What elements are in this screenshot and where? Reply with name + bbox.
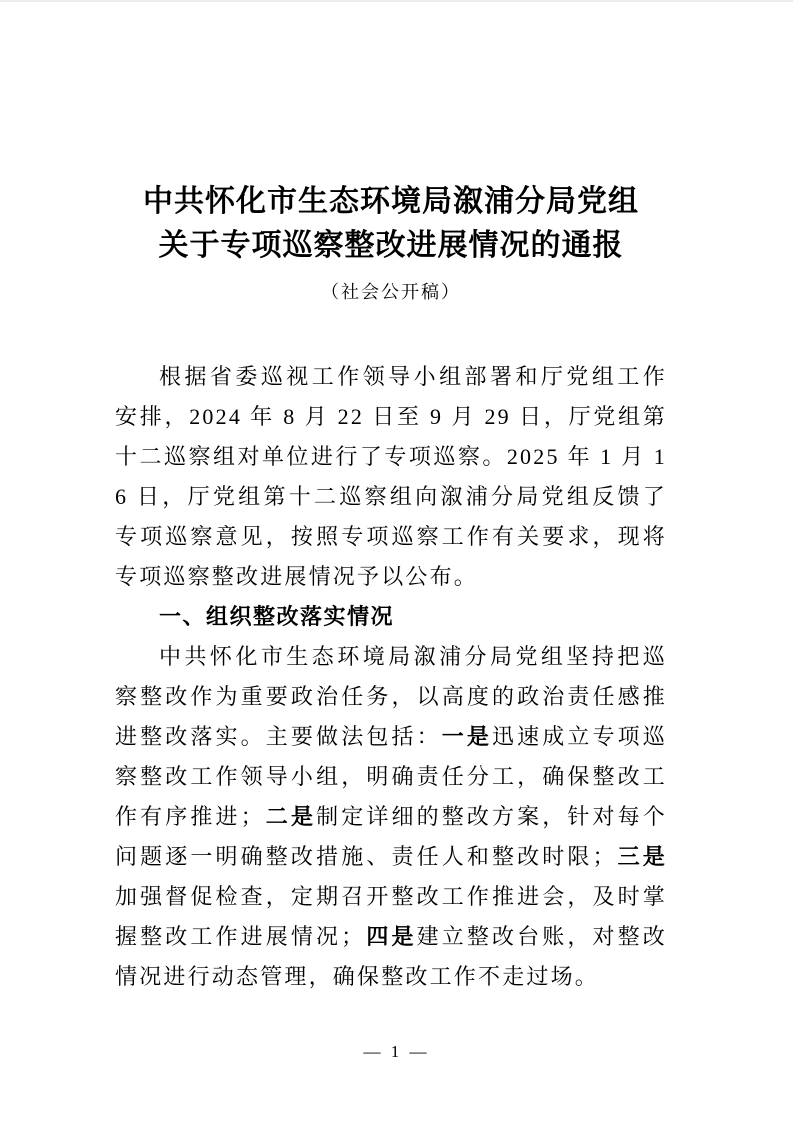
title-subtitle: （社会公开稿） <box>321 282 461 302</box>
page-number: — 1 — <box>363 1042 430 1061</box>
paragraph-segment: 加强督促检查，定期召开整改工作推进会，及时掌握整改工作进展情况； <box>115 884 667 949</box>
bold-marker-ershi: 二是 <box>264 804 317 829</box>
section-heading-1: 一、组织整改落实情况 <box>159 604 395 629</box>
paragraph-segment: 建立整改台账，对整改情况进行动态管理，确保整改工作不走过场。 <box>115 924 667 989</box>
paragraph-intro: 根据省委巡视工作领导小组部署和厅党组工作安排，2024 年 8 月 22 日至 9 月 29 日，厅党组第十二巡察组对单位进行了专项巡察。2025 年 1 月 16 日，厅党组第十二巡察组向溆浦分局党组反馈了专项巡察意见，按照专项巡察工作有关要求，现将专项巡察整改进展情况予以公布。 <box>115 364 667 589</box>
paragraph-segment: 中共怀化市生态环境局溆浦分局党组坚持把巡察整改作为重要政治任务，以高度的政治责任感推进整改落实。主要做法包括： <box>115 644 667 749</box>
bold-marker-yishi: 一是 <box>441 724 492 749</box>
paragraph-segment: 制定详细的整改方案，针对每个问题逐一明确整改措施、责任人和整改时限； <box>115 804 667 869</box>
paragraph-segment: 迅速成立专项巡察整改工作领导小组，明确责任分工，确保整改工作有序推进； <box>115 724 667 829</box>
document-body <box>115 357 667 997</box>
bold-marker-sanshi: 三是 <box>616 844 667 869</box>
title-line-2: 关于专项巡察整改进展情况的通报 <box>158 229 624 262</box>
document-title <box>115 180 667 303</box>
bold-marker-sishi: 四是 <box>365 924 417 949</box>
paragraph-measures <box>115 637 667 997</box>
title-line-1: 中共怀化市生态环境局溆浦分局党组 <box>143 185 639 218</box>
document-content <box>115 2 667 997</box>
